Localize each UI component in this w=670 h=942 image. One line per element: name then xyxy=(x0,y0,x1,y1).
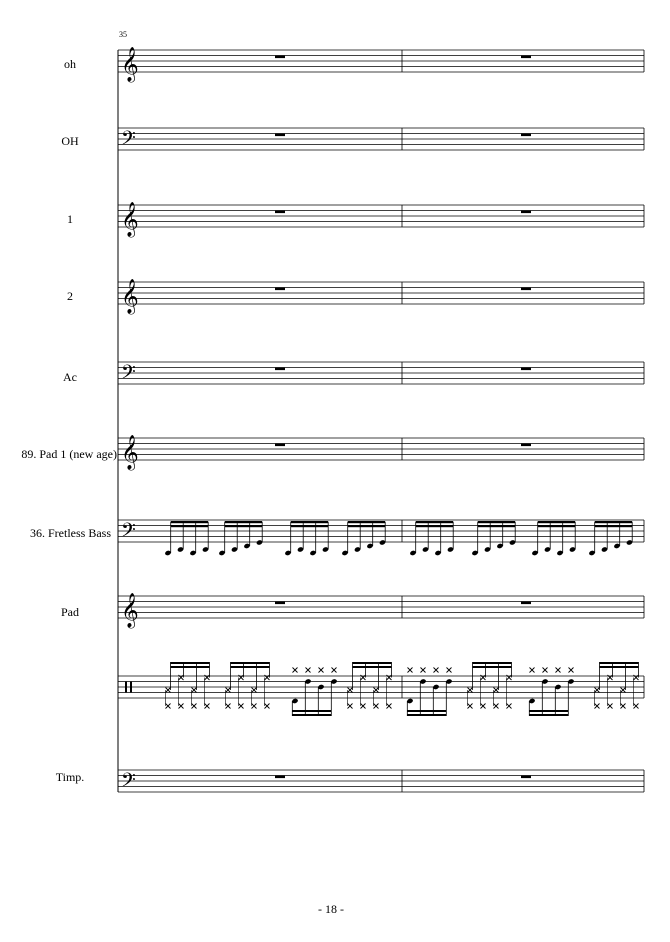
cymbal-note xyxy=(494,704,499,709)
instrument-label: 2 xyxy=(67,289,73,303)
beam xyxy=(478,521,516,523)
whole-rest-icon xyxy=(521,444,531,447)
hihat-note xyxy=(332,668,337,673)
hihat-note xyxy=(468,688,473,693)
hihat-note xyxy=(621,688,626,693)
whole-rest-icon xyxy=(275,211,285,214)
instrument-label: 36. Fretless Bass xyxy=(30,526,111,540)
staff-36-fretless-bass xyxy=(30,520,644,556)
bass-clef-icon: 𝄢 xyxy=(121,128,136,154)
beam xyxy=(292,710,331,712)
staff-timp xyxy=(56,770,644,796)
whole-rest-icon xyxy=(521,134,531,137)
staff-pad xyxy=(61,593,644,629)
staff-drums xyxy=(118,662,644,716)
hihat-note xyxy=(434,668,439,673)
beam xyxy=(529,710,568,712)
beam xyxy=(600,662,639,664)
beam xyxy=(348,525,386,527)
whole-rest-icon xyxy=(521,368,531,371)
whole-rest-icon xyxy=(521,56,531,59)
cymbal-note xyxy=(239,704,244,709)
beam xyxy=(473,666,512,668)
beam xyxy=(171,521,209,523)
page-number: - 18 - xyxy=(318,902,344,916)
hihat-note xyxy=(293,668,298,673)
whole-rest-icon xyxy=(275,134,285,137)
instrument-label: Ac xyxy=(63,370,77,384)
beam xyxy=(473,662,512,664)
whole-rest-icon xyxy=(521,776,531,779)
whole-rest-icon xyxy=(275,368,285,371)
hihat-note xyxy=(494,688,499,693)
whole-rest-icon xyxy=(275,444,285,447)
hihat-note xyxy=(569,668,574,673)
instrument-label: Pad xyxy=(61,605,79,619)
percussion-clef-icon xyxy=(125,682,127,693)
cymbal-note xyxy=(179,704,184,709)
hihat-note xyxy=(306,668,311,673)
bass-clef-icon: 𝄢 xyxy=(121,770,136,796)
whole-rest-icon xyxy=(275,288,285,291)
cymbal-note xyxy=(205,704,210,709)
cymbal-note xyxy=(387,704,392,709)
hihat-note xyxy=(595,688,600,693)
cymbal-note xyxy=(192,704,197,709)
whole-rest-icon xyxy=(275,776,285,779)
hihat-note xyxy=(252,688,257,693)
hihat-note xyxy=(447,668,452,673)
beam xyxy=(600,666,639,668)
measure-number: 35 xyxy=(119,30,127,39)
cymbal-note xyxy=(348,704,353,709)
cymbal-note xyxy=(265,704,270,709)
beam xyxy=(416,525,454,527)
hihat-note xyxy=(374,688,379,693)
bass-clef-icon: 𝄢 xyxy=(121,362,136,388)
hihat-note xyxy=(226,688,231,693)
beam xyxy=(407,714,446,716)
bass-clef-icon: 𝄢 xyxy=(121,520,136,546)
whole-rest-icon xyxy=(521,288,531,291)
hihat-note xyxy=(543,668,548,673)
percussion-clef-icon xyxy=(130,682,132,693)
whole-rest-icon xyxy=(275,56,285,59)
cymbal-note xyxy=(634,704,639,709)
beam xyxy=(171,666,210,668)
treble-clef-icon: 𝄞 xyxy=(121,435,139,470)
beam xyxy=(348,521,386,523)
cymbal-note xyxy=(166,704,171,709)
beam xyxy=(225,525,263,527)
beam xyxy=(231,666,270,668)
instrument-label: Timp. xyxy=(55,770,85,784)
cymbal-note xyxy=(507,704,512,709)
beam xyxy=(291,521,329,523)
whole-rest-icon xyxy=(521,211,531,214)
cymbal-note xyxy=(252,704,257,709)
beam xyxy=(231,662,270,664)
instrument-label: oh xyxy=(64,57,76,71)
hihat-note xyxy=(530,668,535,673)
hihat-note xyxy=(348,688,353,693)
staff-89-pad-1-new-age xyxy=(21,435,644,471)
cymbal-note xyxy=(468,704,473,709)
beam xyxy=(529,714,568,716)
beam xyxy=(416,521,454,523)
treble-clef-icon: 𝄞 xyxy=(121,47,139,82)
beam xyxy=(538,521,576,523)
beam xyxy=(171,662,210,664)
beam xyxy=(171,525,209,527)
instrument-label: 89. Pad 1 (new age) xyxy=(21,447,117,461)
instrument-label: 1 xyxy=(67,212,73,226)
cymbal-note xyxy=(481,704,486,709)
treble-clef-icon: 𝄞 xyxy=(121,593,139,628)
hihat-note xyxy=(421,668,426,673)
beam xyxy=(292,714,331,716)
staff-oh xyxy=(61,128,644,154)
beam xyxy=(353,666,392,668)
cymbal-note xyxy=(226,704,231,709)
beam xyxy=(595,525,633,527)
beam xyxy=(407,710,446,712)
beam xyxy=(291,525,329,527)
cymbal-note xyxy=(361,704,366,709)
staff-2 xyxy=(67,279,644,315)
beam xyxy=(353,662,392,664)
cymbal-note xyxy=(608,704,613,709)
beam xyxy=(225,521,263,523)
system xyxy=(21,47,644,796)
treble-clef-icon: 𝄞 xyxy=(121,202,139,237)
cymbal-note xyxy=(595,704,600,709)
treble-clef-icon: 𝄞 xyxy=(121,279,139,314)
beam xyxy=(538,525,576,527)
staff-ac xyxy=(63,362,644,388)
instrument-label: OH xyxy=(61,134,79,148)
hihat-note xyxy=(556,668,561,673)
cymbal-note xyxy=(621,704,626,709)
whole-rest-icon xyxy=(275,602,285,605)
cymbal-note xyxy=(374,704,379,709)
beam xyxy=(595,521,633,523)
hihat-note xyxy=(319,668,324,673)
beam xyxy=(478,525,516,527)
staff-oh xyxy=(64,47,644,83)
hihat-note xyxy=(408,668,413,673)
staff-1 xyxy=(67,202,644,238)
hihat-note xyxy=(166,688,171,693)
hihat-note xyxy=(192,688,197,693)
whole-rest-icon xyxy=(521,602,531,605)
